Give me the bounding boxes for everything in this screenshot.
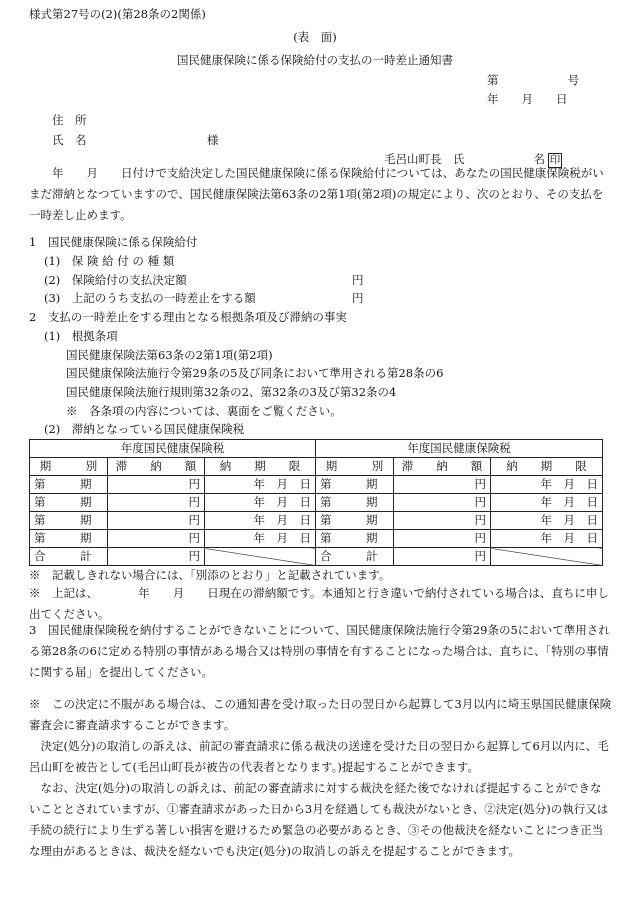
law-item: 国民健康保険法施行規則第32条の2、第32条の3及び第32条の4: [66, 385, 397, 399]
law-item: 国民健康保険法第63条の2第1項(第2項): [66, 348, 273, 362]
table-total-row: [30, 548, 603, 566]
table-row: [30, 476, 603, 494]
col-header-due: 納 期 限: [491, 458, 603, 476]
total-due-slash: [205, 548, 316, 566]
due-date-cell: 年 月 日: [205, 512, 316, 530]
period-cell: 第 期: [316, 494, 394, 512]
due-date-cell: 年 月 日: [205, 494, 316, 512]
amount-cell: 円: [108, 476, 205, 494]
total-amount-cell: 円: [394, 548, 491, 566]
due-date-cell: 年 月 日: [491, 494, 603, 512]
table-group-title: 年度国民健康保険税: [316, 440, 603, 458]
due-date-cell: 年 月 日: [491, 476, 603, 494]
col-header-amount: 滞 納 額: [108, 458, 205, 476]
period-cell: 第 期: [30, 476, 108, 494]
amount-cell: 円: [394, 530, 491, 548]
table-row: [30, 512, 603, 530]
due-date-cell: 年 月 日: [491, 512, 603, 530]
due-date-cell: 年 月 日: [205, 476, 316, 494]
name-label: 氏 名: [52, 133, 87, 147]
lawsuit-notice: 決定(処分)の取消しの訴えは、前記の審査請求に係る裁決の送達を受けた日の翌日から起算して6月以内に、毛呂山町を被告として(毛呂山町長が被告の代表者となります。)提起することができます。: [29, 739, 609, 774]
total-amount-cell: 円: [108, 548, 205, 566]
table-row: [30, 530, 603, 548]
table-header-row: [30, 458, 603, 476]
side-label: (表 面): [293, 30, 337, 44]
col-header-period: 期 別: [30, 458, 108, 476]
table-row: [30, 440, 603, 458]
form-number: 様式第27号の(2)(第28条の2関係): [29, 7, 206, 21]
basis-heading: (1) 根拠条項: [44, 329, 118, 343]
document-number: 第 号: [487, 73, 579, 87]
amount-cell: 円: [394, 476, 491, 494]
benefit-type-label: (1) 保 険 給 付 の 種 類: [44, 254, 175, 268]
amount-cell: 円: [108, 512, 205, 530]
suspended-amount-unit: 円: [352, 291, 364, 305]
amount-cell: 円: [108, 494, 205, 512]
section-1-heading: 1 国民健康保険に係る保険給付: [29, 235, 198, 249]
honorific: 様: [207, 133, 219, 147]
period-cell: 第 期: [30, 512, 108, 530]
period-cell: 第 期: [30, 530, 108, 548]
col-header-amount: 滞 納 額: [394, 458, 491, 476]
table-row: [30, 494, 603, 512]
benefit-amount-unit: 円: [352, 273, 364, 287]
due-date-cell: 年 月 日: [205, 530, 316, 548]
amount-cell: 円: [108, 530, 205, 548]
benefit-amount-label: (2) 保険給付の支払決定額: [44, 273, 187, 287]
note-attachment: ※ 記載しきれない場合には、「別添のとおり」と記載されています。: [29, 568, 391, 582]
total-due-slash: [491, 548, 603, 566]
suspended-amount-label: (3) 上記のうち支払の一時差止をする額: [44, 291, 256, 305]
body-paragraph: 年 月 日付けで支給決定した国民健康保険に係る保険給付については、あなたの国民健康保険税がいまだ滞納となつていますので、国民健康保険法第63条の2第1項(第2項)の規定により、次のとおり、その支払を一時差し止めます。: [29, 166, 604, 222]
law-item: 国民健康保険法施行令第29条の5及び同条において準用される第28条の6: [66, 366, 444, 380]
col-header-period: 期 別: [316, 458, 394, 476]
seal-stamp: 印: [549, 154, 561, 166]
period-cell: 第 期: [316, 476, 394, 494]
section-3-paragraph: 3 国民健康保険税を納付することができないことについて、国民健康保険法施行令第29条の5において準用される第28条の6に定める特別の事情がある場合又は特別の事情を有することになった場合は、直ちに、「特別の事情に関する届」を提出してください。: [29, 623, 610, 679]
section-2-heading: 2 支払の一時差止をする理由となる根拠条項及び滞納の事実: [29, 310, 347, 324]
amount-cell: 円: [394, 494, 491, 512]
period-cell: 第 期: [30, 494, 108, 512]
total-label: 合 計: [30, 548, 108, 566]
col-header-due: 納 期 限: [205, 458, 316, 476]
law-note: ※ 各条項の内容については、裏面をご覧ください。: [66, 404, 342, 418]
period-cell: 第 期: [316, 512, 394, 530]
appeal-notice: ※ この決定に不服がある場合は、この通知書を受け取った日の翌日から起算して3月以内に埼玉県国民健康保険審査会に審査請求することができます。: [29, 697, 612, 732]
issuer-name: 毛呂山町長 氏 名: [384, 152, 545, 166]
period-cell: 第 期: [316, 530, 394, 548]
note-arrears-date: ※ 上記は、 年 月 日現在の滞納額です。本通知と行き違いで納付されている場合は、直ちに申し出てください。: [29, 586, 609, 621]
table-group-title: 年度国民健康保険税: [30, 440, 316, 458]
due-date-cell: 年 月 日: [491, 530, 603, 548]
arrears-table: [29, 439, 603, 566]
address-label: 住 所: [52, 113, 87, 127]
document-title: 国民健康保険に係る保険給付の支払の一時差止通知書: [177, 53, 453, 67]
lawsuit-exception-notice: なお、決定(処分)の取消しの訴えは、前記の審査請求に対する裁決を経た後でなければ提起することができないこととされていますが、①審査請求があった日から3月を経過しても裁決がないとき、②決定(処分)の執行又は手続の続行により生ずる著しい損害を避けるため緊急の必要があるとき、③その他裁決を経ないことにつき正当な理由があるときは、裁決を経ないでも決定(処分)の取消しの訴えを提起することができます。: [29, 781, 609, 858]
total-label: 合 計: [316, 548, 394, 566]
issue-date: 年 月 日: [487, 92, 568, 106]
amount-cell: 円: [394, 512, 491, 530]
arrears-heading: (2) 滞納となっている国民健康保険税: [44, 422, 245, 436]
